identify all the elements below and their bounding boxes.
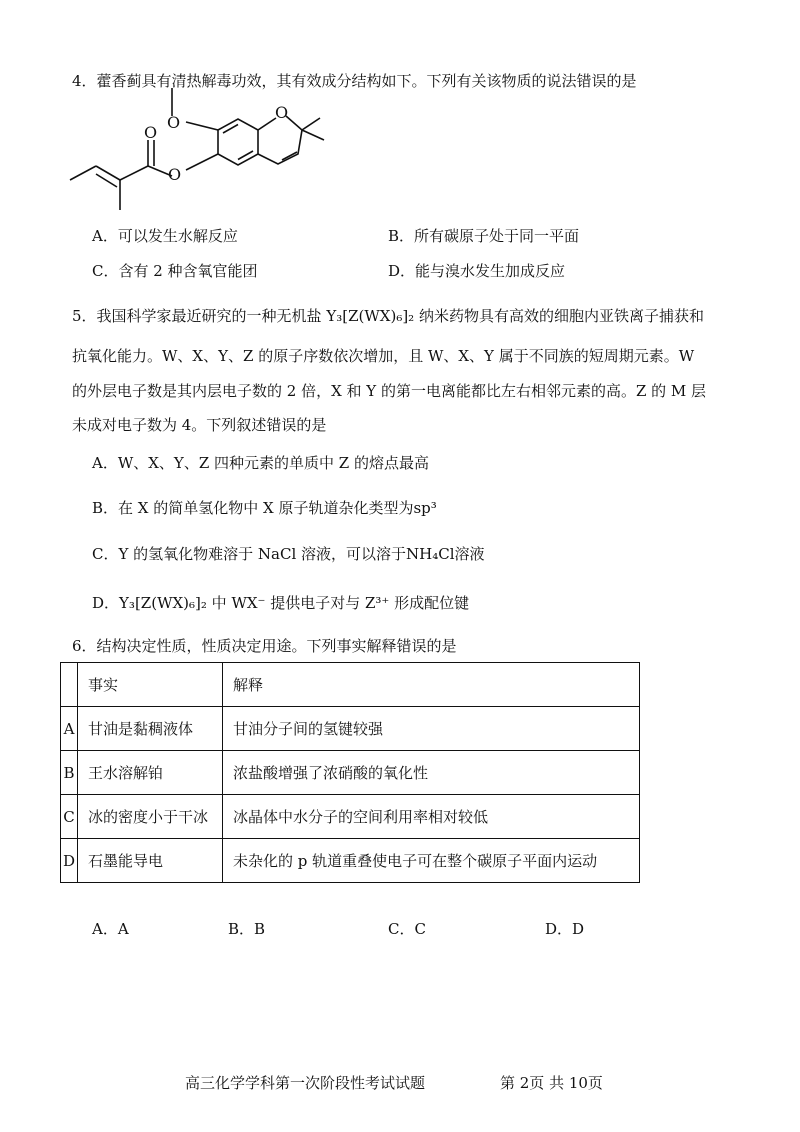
table-row: [61, 707, 640, 751]
table-cell: D: [61, 839, 78, 883]
q5-stem-suffix: 纳米药物具有高效的细胞内亚铁离子捕获和: [414, 307, 704, 325]
table-row: [61, 839, 640, 883]
q4-option-d: D．能与溴水发生加成反应: [388, 262, 566, 280]
table-cell: 未杂化的 p 轨道重叠使电子可在整个碳原子平面内运动: [223, 839, 640, 883]
q5-stem-line1: [72, 305, 704, 326]
q4-stem: 4．藿香蓟具有清热解毒功效，其有效成分结构如下。下列有关该物质的说法错误的是: [72, 72, 637, 90]
q5-option-b: [92, 497, 437, 518]
q5-stem-line2: 抗氧化能力。W、X、Y、Z 的原子序数依次增加，且 W、X、Y 属于不同族的短周期元素。W: [72, 347, 695, 365]
q5-formula: Y₃[Z(WX)₆]₂: [326, 307, 415, 325]
footer-title: 高三化学学科第一次阶段性考试试题: [185, 1074, 426, 1092]
methoxy-oxygen-label: O: [167, 113, 181, 132]
q5-stem-line3: 的外层电子数是其内层电子数的 2 倍，X 和 Y 的第一电离能都比左右相邻元素的高。Z 的 M 层: [72, 382, 707, 400]
q6-stem: 6．结构决定性质，性质决定用途。下列事实解释错误的是: [72, 637, 457, 655]
ring-oxygen-label: O: [275, 103, 289, 122]
q5-option-b-term: sp³: [413, 499, 437, 517]
table-cell: 石墨能导电: [78, 839, 223, 883]
q5-stem-prefix: 5．我国科学家最近研究的一种无机盐: [72, 307, 327, 325]
q4-option-c: C．含有 2 种含氧官能团: [92, 262, 258, 280]
table-cell: 冰的密度小于干冰: [78, 795, 223, 839]
facts-table: [60, 662, 640, 883]
table-cell: C: [61, 795, 78, 839]
q6-option-b: B．B: [228, 920, 266, 938]
table-cell: B: [61, 751, 78, 795]
table-cell: 冰晶体中水分子的空间利用率相对较低: [223, 795, 640, 839]
table-cell: 甘油分子间的氢键较强: [223, 707, 640, 751]
q4-option-a: A．可以发生水解反应: [92, 227, 238, 245]
table-row: [61, 795, 640, 839]
molecule-structure-diagram: [68, 88, 348, 218]
table-cell: 浓盐酸增强了浓硝酸的氧化性: [223, 751, 640, 795]
table-cell: 王水溶解铂: [78, 751, 223, 795]
q5-option-c-text: C．Y 的氢氧化物难溶于 NaCl 溶液，可以溶于: [92, 545, 407, 563]
q5-option-c: [92, 543, 485, 564]
q5-option-d-formula: Y₃[Z(WX)₆]₂: [119, 594, 207, 612]
q4-option-b: B．所有碳原子处于同一平面: [388, 227, 580, 245]
table-header-cell: [61, 663, 78, 707]
q5-stem-line4: 未成对电子数为 4。下列叙述错误的是: [72, 416, 327, 434]
q6-option-c: C．C: [388, 920, 426, 938]
q5-option-a: A．W、X、Y、Z 四种元素的单质中 Z 的熔点最高: [92, 454, 429, 472]
carbonyl-oxygen-label: O: [144, 123, 158, 142]
q5-option-d-prefix: D．: [92, 594, 120, 612]
q5-option-d: [92, 592, 469, 613]
table-cell: 甘油是黏稠液体: [78, 707, 223, 751]
ester-oxygen-label: O: [168, 165, 182, 184]
q5-option-b-text: B．在 X 的简单氢化物中 X 原子轨道杂化类型为: [92, 499, 414, 517]
table-header-row: [61, 663, 640, 707]
table-cell: A: [61, 707, 78, 751]
q5-option-d-mid: 中 WX⁻ 提供电子对与 Z³⁺ 形成配位键: [206, 594, 470, 612]
q6-option-d: D．D: [545, 920, 585, 938]
footer-page-number: 第 2页 共 10页: [500, 1074, 603, 1092]
q5-option-c-suffix: 溶液: [454, 545, 485, 563]
table-header-cell: 事实: [78, 663, 223, 707]
q6-option-a: A．A: [92, 920, 129, 938]
table-row: [61, 751, 640, 795]
q5-option-c-term: NH₄Cl: [406, 545, 455, 563]
table-header-cell: 解释: [223, 663, 640, 707]
benzene-ring: [218, 119, 258, 165]
